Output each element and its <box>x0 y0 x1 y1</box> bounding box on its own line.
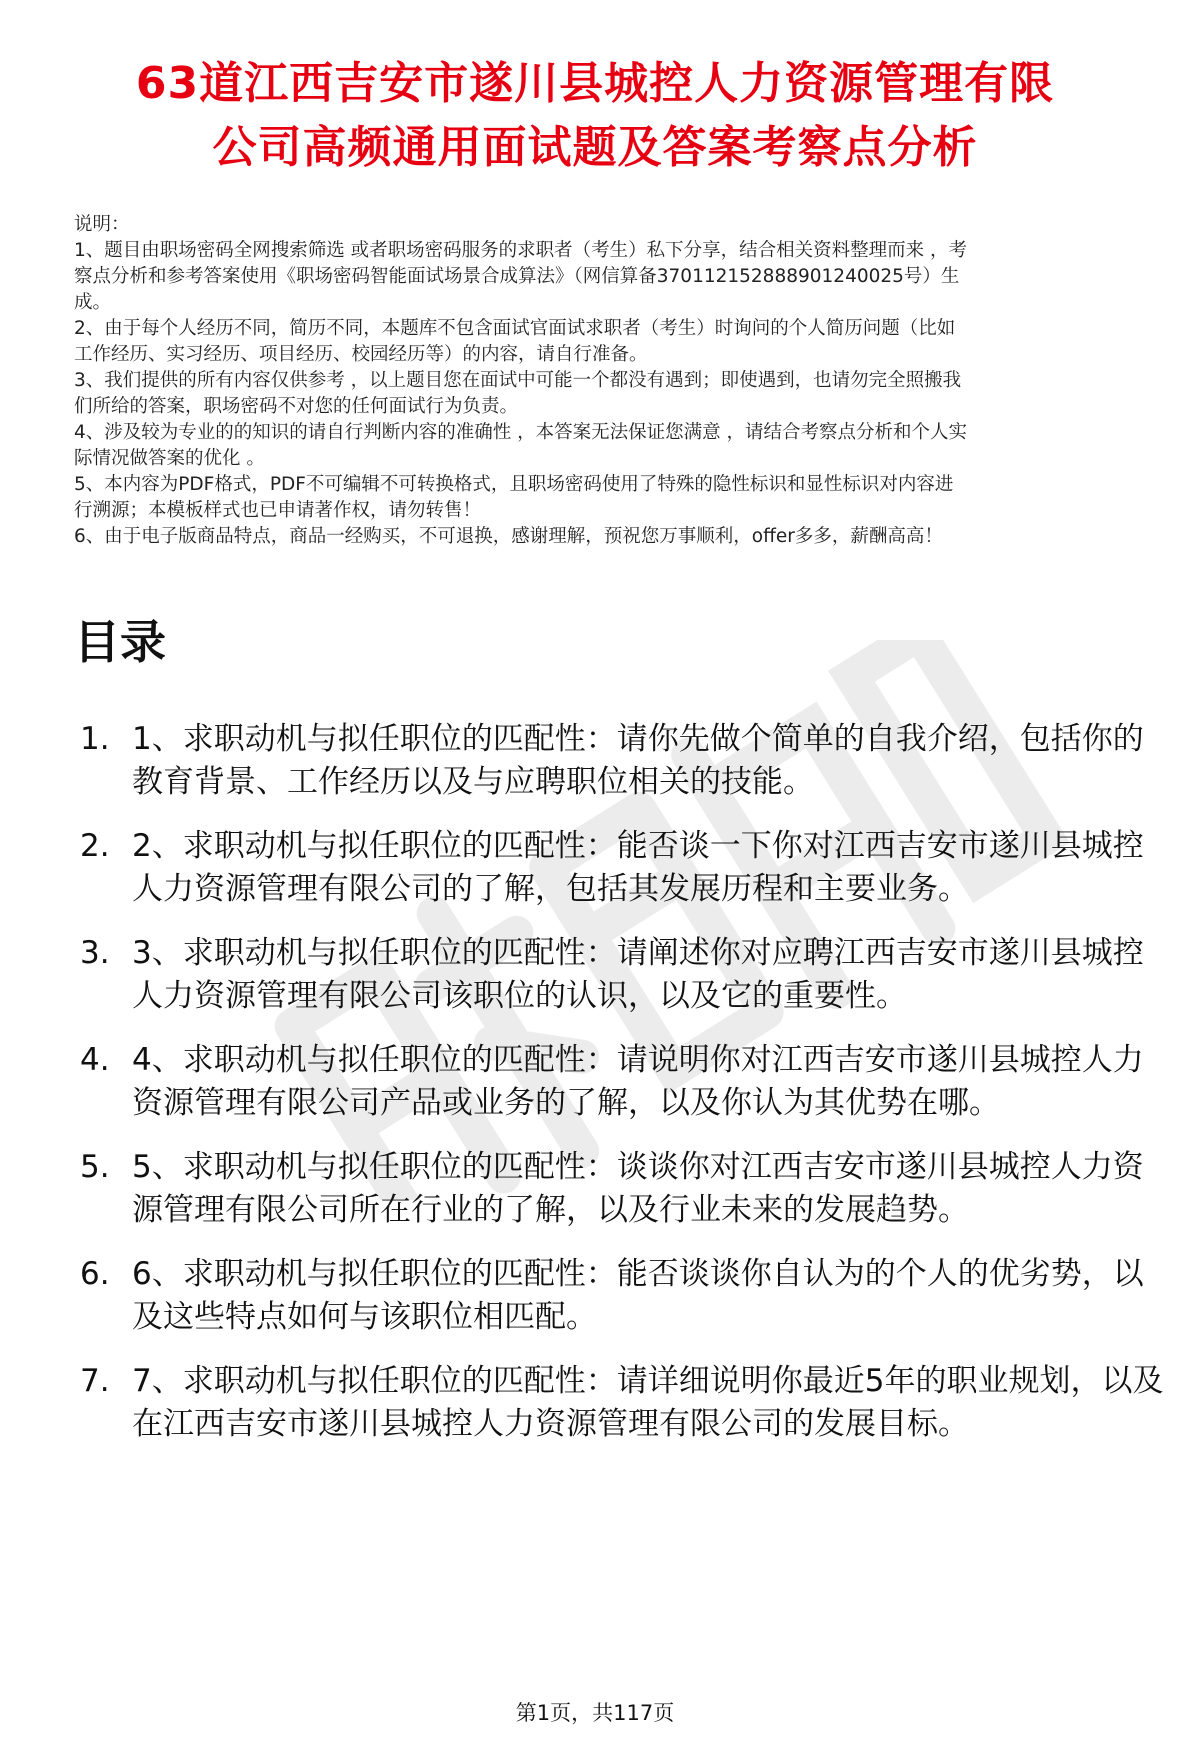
toc-item-number: 5. <box>80 1149 110 1185</box>
toc-item[interactable] <box>74 1039 1174 1125</box>
toc-item[interactable] <box>74 932 1174 1018</box>
toc-item-number: 3. <box>80 935 110 971</box>
notes-heading: 说明： <box>74 214 130 235</box>
toc-item-text[interactable]: 1、求职动机与拟任职位的匹配性：请你先做个简单的自我介绍，包括你的教育背景、工作经历以及与应聘职位相关的技能。 <box>132 721 1144 800</box>
toc-item-text[interactable]: 5、求职动机与拟任职位的匹配性：谈谈你对江西吉安市遂川县城控人力资源管理有限公司所在行业的了解，以及行业未来的发展趋势。 <box>132 1149 1144 1228</box>
title-line-1: 63道江西吉安市遂川县城控人力资源管理有限 <box>135 58 1055 109</box>
toc-item-number: 4. <box>80 1042 110 1078</box>
note-line: 行溯源；本模板样式也已申请著作权，请勿转售！ <box>74 500 482 521</box>
toc-item[interactable] <box>74 1253 1174 1339</box>
note-line: 1、题目由职场密码全网搜索筛选 或者职场密码服务的求职者（考生）私下分享，结合相关资料整理而来 ，考 <box>74 240 968 261</box>
title-line-2: 公司高频通用面试题及答案考察点分析 <box>212 122 978 173</box>
note-line: 2、由于每个人经历不同，简历不同，本题库不包含面试官面试求职者（考生）时询问的个人简历问题（比如 <box>74 318 956 339</box>
toc-item[interactable] <box>74 718 1174 804</box>
note-line: 们所给的答案，职场密码不对您的任何面试行为负责。 <box>74 396 519 417</box>
note-line: 成。 <box>74 292 112 313</box>
toc-item[interactable] <box>74 825 1174 911</box>
toc-item-number: 2. <box>80 828 110 864</box>
toc-item-text[interactable]: 3、求职动机与拟任职位的匹配性：请阐述你对应聘江西吉安市遂川县城控人力资源管理有限公司该职位的认识，以及它的重要性。 <box>132 935 1144 1014</box>
toc-item-text[interactable]: 2、求职动机与拟任职位的匹配性：能否谈一下你对江西吉安市遂川县城控人力资源管理有限公司的了解，包括其发展历程和主要业务。 <box>132 828 1144 907</box>
toc-item-text[interactable]: 4、求职动机与拟任职位的匹配性：请说明你对江西吉安市遂川县城控人力资源管理有限公司产品或业务的了解，以及你认为其优势在哪。 <box>132 1042 1144 1121</box>
toc-heading: 目录 <box>74 615 166 669</box>
toc-list <box>74 718 1174 1467</box>
toc-item-number: 7. <box>80 1363 110 1399</box>
toc-item-number: 6. <box>80 1256 110 1292</box>
toc-item[interactable] <box>74 1360 1174 1446</box>
note-line: 际情况做答案的优化 。 <box>74 448 265 469</box>
notes-section <box>74 212 1164 550</box>
note-line: 工作经历、实习经历、项目经历、校园经历等）的内容，请自行准备。 <box>74 344 648 365</box>
note-line: 5、本内容为PDF格式，PDF不可编辑不可转换格式，且职场密码使用了特殊的隐性标识和显性标识对内容进 <box>74 474 954 495</box>
toc-item[interactable] <box>74 1146 1174 1232</box>
note-line: 6、由于电子版商品特点，商品一经购买，不可退换，感谢理解，预祝您万事顺利，offer多多，薪酬高高！ <box>74 526 943 547</box>
note-line: 4、涉及较为专业的的知识的请自行判断内容的准确性 ，本答案无法保证您满意 ，请结合考察点分析和个人实 <box>74 422 968 443</box>
page-footer: 第1页，共117页 <box>515 1701 675 1725</box>
document-title <box>70 52 1120 180</box>
toc-item-text[interactable]: 7、求职动机与拟任职位的匹配性：请详细说明你最近5年的职业规划，以及在江西吉安市遂川县城控人力资源管理有限公司的发展目标。 <box>132 1363 1164 1442</box>
toc-item-text[interactable]: 6、求职动机与拟任职位的匹配性：能否谈谈你自认为的个人的优劣势，以及这些特点如何与该职位相匹配。 <box>132 1256 1144 1335</box>
toc-item-number: 1. <box>80 721 110 757</box>
note-line: 察点分析和参考答案使用《职场密码智能面试场景合成算法》（网信算备370112152888901240025号）生 <box>74 266 960 287</box>
note-line: 3、我们提供的所有内容仅供参考 ，以上题目您在面试中可能一个都没有遇到；即使遇到，也请勿完全照搬我 <box>74 370 962 391</box>
